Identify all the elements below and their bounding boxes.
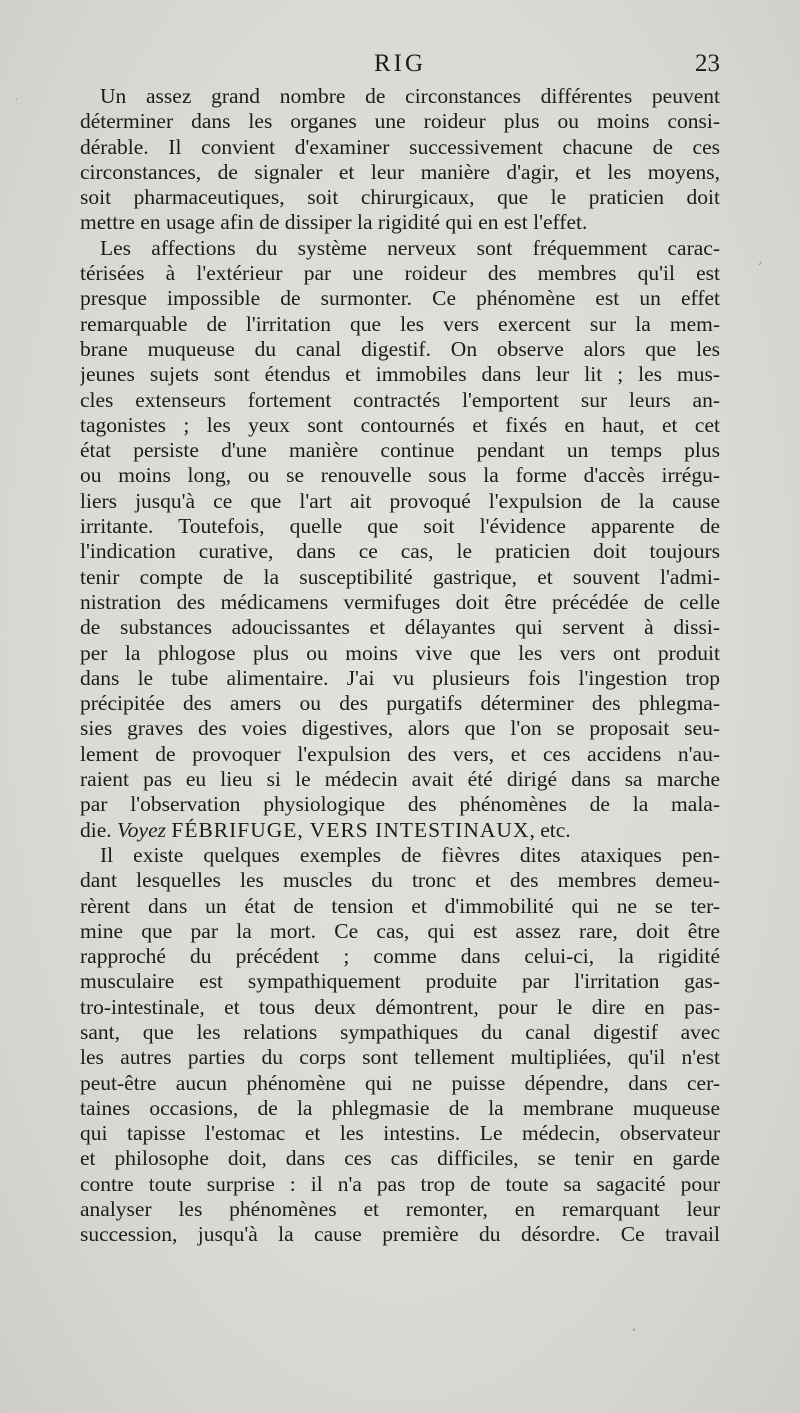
line-text: presque impossible de surmonter. Ce phénomène est un effet (80, 286, 720, 311)
text-line (80, 1222, 720, 1247)
line-text: les autres parties du corps sont tellement multipliées, qu'il n'est (80, 1045, 720, 1070)
line-text: succession, jusqu'à la cause première du désordre. Ce travail (80, 1222, 720, 1247)
text-line (80, 514, 720, 539)
text-line (80, 337, 720, 362)
text-line (80, 1172, 720, 1197)
text-line (80, 894, 720, 919)
line-text: Les affections du système nerveux sont fréquemment carac- (100, 235, 720, 260)
line-text: qui tapisse l'estomac et les intestins. Le médecin, observateur (80, 1121, 720, 1146)
body-text (80, 84, 720, 1248)
text-line (80, 969, 720, 994)
line-text: mine que par la mort. Ce cas, qui est assez rare, doit être (80, 918, 720, 943)
text-line (80, 868, 720, 893)
line-text: l'indication curative, dans ce cas, le praticien doit toujours (80, 539, 720, 564)
text-line (80, 261, 720, 286)
line-text: peut-être aucun phénomène qui ne puisse dépendre, dans cer- (80, 1070, 720, 1095)
line-text: tenir compte de la susceptibilité gastrique, et souvent l'admi- (80, 564, 720, 589)
line-text: par l'observation physiologique des phénomènes de la mala- (80, 792, 720, 817)
line-text: brane muqueuse du canal digestif. On observe alors que les (80, 336, 720, 361)
text-line (80, 615, 720, 640)
text-line (80, 1071, 720, 1096)
line-text: analyser les phénomènes et remonter, en remarquant leur (80, 1197, 720, 1222)
line-text: dant lesquelles les muscles du tronc et des membres demeu- (80, 868, 720, 893)
line-text: raient pas eu lieu si le médecin avait été dirigé dans sa marche (80, 767, 720, 792)
line-text: rapproché du précédent ; comme dans celui-ci, la rigidité (80, 944, 720, 969)
text-line (80, 843, 720, 868)
text-line (80, 185, 720, 210)
paper-speck: ˙ (14, 98, 19, 109)
line-text: et philosophe doit, dans ces cas difficiles, se tenir en garde (80, 1146, 720, 1171)
text-line (80, 312, 720, 337)
line-text: déterminer dans les organes une roideur plus ou moins consi- (80, 109, 720, 134)
text-line (80, 818, 720, 843)
text-line (80, 1197, 720, 1222)
text-line (80, 767, 720, 792)
text-line (80, 666, 720, 691)
text-line (80, 1096, 720, 1121)
line-text: cles extenseurs fortement contractés l'emportent sur leurs an- (80, 387, 720, 412)
text-line (80, 995, 720, 1020)
line-text: contre toute surprise : il n'a pas trop de toute sa sagacité pour (80, 1171, 720, 1196)
line-text: musculaire est sympathiquement produite par l'irritation gas- (80, 969, 720, 994)
page-number: 23 (695, 50, 720, 77)
text-line (80, 236, 720, 261)
cross-reference-voyez: Voyez (117, 817, 166, 842)
text-line (80, 641, 720, 666)
text-line (80, 489, 720, 514)
text-line (80, 539, 720, 564)
line-text: dérable. Il convient d'examiner successivement chacune de ces (80, 134, 720, 159)
line-text: tagonistes ; les yeux sont contournés et fixés en haut, et cet (80, 412, 720, 437)
line-text: jeunes sujets sont étendus et immobiles dans leur lit ; les mus- (80, 362, 720, 387)
text-line (80, 691, 720, 716)
paper-speck: ˊ (756, 262, 763, 278)
line-text: précipitée des amers ou des purgatifs déterminer des phlegma- (80, 691, 720, 716)
line-text: liers jusqu'à ce que l'art ait provoqué l'expulsion de la cause (80, 488, 720, 513)
running-head: RIG (373, 50, 427, 77)
line-text: circonstances, de signaler et leur manière d'agir, et les moyens, (80, 159, 720, 184)
text-line (80, 362, 720, 387)
text-line (80, 1020, 720, 1045)
line-text: per la phlogose plus ou moins vive que les vers ont produit (80, 640, 720, 665)
text-line (80, 792, 720, 817)
line-text: sies graves des voies digestives, alors que l'on se proposait seu- (80, 716, 720, 741)
line-text: Un assez grand nombre de circonstances différentes peuvent (100, 84, 720, 108)
text-line (80, 1146, 720, 1171)
page-header (80, 50, 720, 80)
text-line (80, 1045, 720, 1070)
line-text: die. (80, 817, 112, 842)
line-text: état persiste d'une manière continue pendant un temps plus (80, 438, 720, 463)
text-line (80, 84, 720, 109)
line-text: Il existe quelques exemples de fièvres dites ataxiques pen- (100, 842, 720, 867)
line-text: taines occasions, de la phlegmasie de la membrane muqueuse (80, 1095, 720, 1120)
text-line (80, 1121, 720, 1146)
line-text: de substances adoucissantes et délayantes qui servent à dissi- (80, 615, 720, 640)
text-line (80, 919, 720, 944)
line-text: mettre en usage afin de dissiper la rigidité qui en est l'effet. (80, 210, 588, 235)
text-line (80, 286, 720, 311)
text-line (80, 413, 720, 438)
line-text: sant, que les relations sympathiques du canal digestif avec (80, 1019, 720, 1044)
text-line (80, 388, 720, 413)
text-line (80, 944, 720, 969)
line-text: lement de provoquer l'expulsion des vers, et ces accidens n'au- (80, 741, 720, 766)
line-text: dans le tube alimentaire. J'ai vu plusieurs fois l'ingestion trop (80, 665, 720, 690)
line-text: ou moins long, ou se renouvelle sous la forme d'accès irrégu- (80, 463, 720, 488)
line-text: tro-intestinale, et tous deux démontrent, pour le dire en pas- (80, 994, 720, 1019)
line-text: irritante. Toutefois, quelle que soit l'évidence apparente de (80, 514, 720, 539)
line-text: nistration des médicamens vermifuges doit être précédée de celle (80, 589, 720, 614)
text-line (80, 438, 720, 463)
line-tail: , etc. (529, 817, 571, 842)
cross-reference-entries: FÉBRIFUGE, VERS INTESTINAUX (171, 817, 530, 842)
text-line (80, 590, 720, 615)
text-line (80, 742, 720, 767)
text-line (80, 135, 720, 160)
line-text: rèrent dans un état de tension et d'immobilité qui ne se ter- (80, 893, 720, 918)
text-line (80, 160, 720, 185)
line-text: remarquable de l'irritation que les vers exercent sur la mem- (80, 311, 720, 336)
paper-speck: ʻ (632, 1326, 636, 1340)
text-line (80, 716, 720, 741)
line-text: térisées à l'extérieur par une roideur des membres qu'il est (80, 261, 720, 286)
text-line (80, 565, 720, 590)
text-line (80, 109, 720, 134)
line-text: soit pharmaceutiques, soit chirurgicaux, que le praticien doit (80, 185, 720, 210)
text-line (80, 210, 720, 235)
text-line (80, 463, 720, 488)
